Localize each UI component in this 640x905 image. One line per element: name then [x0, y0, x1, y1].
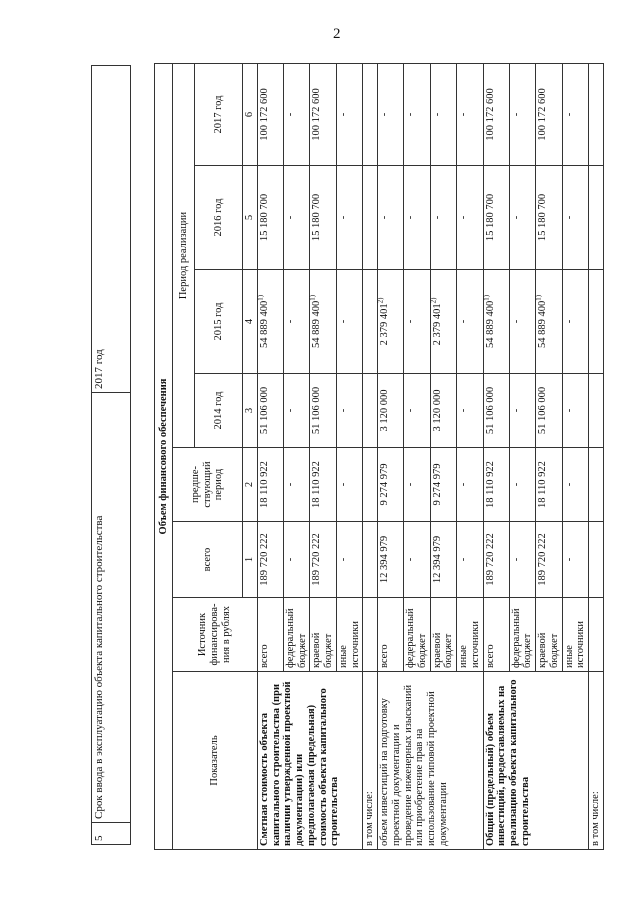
year-2017-cell: 100 172 600: [536, 63, 563, 165]
year-2016-cell: 15 180 700: [310, 166, 337, 270]
year-2017-cell: -: [430, 63, 457, 165]
previous-period-cell: -: [509, 448, 536, 522]
year-2014-cell: 3 120 000: [378, 374, 404, 448]
year-2015-cell: [257, 270, 283, 374]
year-2014-cell: 51 106 000: [483, 374, 509, 448]
source-cell: иные источники: [457, 598, 484, 672]
previous-period-cell: -: [457, 448, 484, 522]
total-cell: 189 720 222: [536, 522, 563, 598]
footnote-mark: 1): [256, 294, 265, 301]
year-2015-cell: [457, 270, 484, 374]
in-that-number-label: в том числе:: [589, 672, 604, 850]
empty-cell: [589, 63, 604, 165]
year-2014-cell: 3 120 000: [430, 374, 457, 448]
source-cell: всего: [257, 598, 283, 672]
value: 2 379 401: [431, 303, 443, 346]
indicator-label: Общий (предельный) объем инвестиций, предоставляемых на реализацию объекта капитального строительства: [483, 672, 589, 850]
source-cell: всего: [378, 598, 404, 672]
year-2015-cell: [562, 270, 589, 374]
footnote-mark: 1): [482, 294, 490, 301]
empty-cell: [589, 522, 604, 598]
empty-cell: [363, 166, 378, 270]
empty-cell: [363, 448, 378, 522]
empty-cell: [589, 448, 604, 522]
year-2016-cell: -: [283, 166, 310, 270]
previous-period-cell: -: [336, 448, 363, 522]
header-2015: 2015 год: [195, 270, 243, 374]
header-2016: 2016 год: [195, 166, 243, 270]
col-number: 6: [243, 63, 258, 165]
empty-cell: [363, 63, 378, 165]
year-2016-cell: -: [562, 166, 589, 270]
year-2015-cell: [430, 270, 457, 374]
year-2016-cell: -: [430, 166, 457, 270]
source-cell: федеральный бюджет: [283, 598, 310, 672]
year-2016-cell: -: [336, 166, 363, 270]
previous-period-cell: -: [404, 448, 431, 522]
value: -: [458, 319, 469, 324]
year-2015-cell: [310, 270, 337, 374]
year-2014-cell: 51 106 000: [536, 374, 563, 448]
empty-cell: [589, 270, 604, 374]
empty-cell: [589, 598, 604, 672]
year-2015-cell: [536, 270, 563, 374]
year-2015-cell: [336, 270, 363, 374]
year-2016-cell: 15 180 700: [536, 166, 563, 270]
total-cell: 12 394 979: [430, 522, 457, 598]
year-2017-cell: -: [336, 63, 363, 165]
total-cell: 189 720 222: [483, 522, 509, 598]
indicator-label: Сметная стоимость объекта капитального строительства (при наличии утвержденной проектной документации) или предполагаемая (предельная) стоимость объекта капитального строительства: [257, 672, 363, 850]
value: 54 889 400: [484, 300, 496, 349]
total-cell: -: [509, 522, 536, 598]
value: 2 379 401: [379, 303, 390, 346]
header-period: Период реализации: [173, 63, 195, 447]
year-2016-cell: -: [404, 166, 431, 270]
source-cell: всего: [483, 598, 509, 672]
year-2015-cell: [283, 270, 310, 374]
year-2017-cell: -: [562, 63, 589, 165]
total-cell: -: [404, 522, 431, 598]
year-2017-cell: -: [457, 63, 484, 165]
year-2016-cell: 15 180 700: [257, 166, 283, 270]
item-number: 5: [92, 823, 131, 845]
footnote-mark: 2): [376, 297, 385, 304]
total-cell: -: [457, 522, 484, 598]
indicator-label: объем инвестиций на подготовку проектной документации и проведение инженерных изысканий или приобретение прав на использование типовой проектной документации: [378, 672, 484, 850]
previous-period-cell: 18 110 922: [257, 448, 283, 522]
table-row: [483, 63, 509, 849]
footnote-mark: 1): [308, 294, 317, 301]
table-row: [257, 63, 283, 849]
value: -: [510, 319, 522, 324]
total-cell: 12 394 979: [378, 522, 404, 598]
year-2015-cell: [378, 270, 404, 374]
commissioning-term-table: [91, 65, 131, 845]
value: 54 889 400: [311, 300, 323, 349]
year-2014-cell: 51 106 000: [257, 374, 283, 448]
value: 54 889 400: [537, 300, 548, 349]
previous-period-cell: 18 110 922: [536, 448, 563, 522]
previous-period-cell: 9 274 979: [378, 448, 404, 522]
total-cell: -: [562, 522, 589, 598]
year-2015-cell: [404, 270, 431, 374]
source-cell: иные источники: [336, 598, 363, 672]
year-2016-cell: -: [378, 166, 404, 270]
year-2017-cell: -: [404, 63, 431, 165]
previous-period-cell: -: [562, 448, 589, 522]
header-2017: 2017 год: [195, 63, 243, 165]
table-row: [363, 63, 378, 849]
source-cell: федеральный бюджет: [404, 598, 431, 672]
table-row: [378, 63, 404, 849]
in-that-number-label: в том числе:: [363, 672, 378, 850]
item-label: Срок ввода в эксплуатацию объекта капитального строительства: [92, 393, 131, 823]
year-2017-cell: 100 172 600: [257, 63, 283, 165]
footnote-mark: 1): [534, 294, 543, 301]
previous-period-cell: 9 274 979: [430, 448, 457, 522]
source-cell: краевой бюджет: [310, 598, 337, 672]
previous-period-cell: 18 110 922: [310, 448, 337, 522]
header-source: Источник финансирова-ния в рублях: [173, 598, 258, 672]
value: -: [405, 319, 416, 324]
value: -: [563, 319, 575, 324]
empty-cell: [589, 374, 604, 448]
year-2017-cell: 100 172 600: [483, 63, 509, 165]
empty-cell: [363, 374, 378, 448]
year-2014-cell: -: [457, 374, 484, 448]
previous-period-cell: 18 110 922: [483, 448, 509, 522]
footnote-mark: 2): [429, 297, 437, 304]
year-2015-cell: [509, 270, 536, 374]
total-cell: -: [336, 522, 363, 598]
header-total: всего: [173, 522, 243, 598]
value: 54 889 400: [258, 300, 270, 349]
value: -: [284, 319, 296, 324]
year-2014-cell: 51 106 000: [310, 374, 337, 448]
year-2014-cell: -: [336, 374, 363, 448]
year-2017-cell: -: [283, 63, 310, 165]
year-2014-cell: -: [562, 374, 589, 448]
item-value: 2017 год: [92, 66, 131, 393]
header-previous: предше-ствующий период: [173, 448, 243, 522]
header-indicator: Показатель: [173, 672, 258, 850]
year-2014-cell: -: [404, 374, 431, 448]
empty-cell: [363, 270, 378, 374]
source-cell: иные источники: [562, 598, 589, 672]
year-2016-cell: -: [509, 166, 536, 270]
col-number: 4: [243, 270, 258, 374]
year-2017-cell: 100 172 600: [310, 63, 337, 165]
header-2014: 2014 год: [195, 374, 243, 448]
total-cell: -: [283, 522, 310, 598]
empty-cell: [363, 522, 378, 598]
total-cell: 189 720 222: [257, 522, 283, 598]
year-2016-cell: 15 180 700: [483, 166, 509, 270]
col-number: 3: [243, 374, 258, 448]
year-2016-cell: -: [457, 166, 484, 270]
page-number: 2: [333, 26, 341, 42]
year-2017-cell: -: [378, 63, 404, 165]
table-row: [589, 63, 604, 849]
source-cell: краевой бюджет: [430, 598, 457, 672]
table-title: Объем финансового обеспечения: [155, 63, 173, 849]
financing-table: [154, 64, 601, 850]
col-number: 2: [243, 448, 258, 522]
source-cell: краевой бюджет: [536, 598, 563, 672]
source-cell: федеральный бюджет: [509, 598, 536, 672]
year-2015-cell: [483, 270, 509, 374]
col-number: 1: [243, 522, 258, 598]
empty-cell: [363, 598, 378, 672]
empty-cell: [589, 166, 604, 270]
value: -: [337, 319, 349, 324]
year-2014-cell: -: [509, 374, 536, 448]
total-cell: 189 720 222: [310, 522, 337, 598]
year-2017-cell: -: [509, 63, 536, 165]
previous-period-cell: -: [283, 448, 310, 522]
col-number: 5: [243, 166, 258, 270]
year-2014-cell: -: [283, 374, 310, 448]
